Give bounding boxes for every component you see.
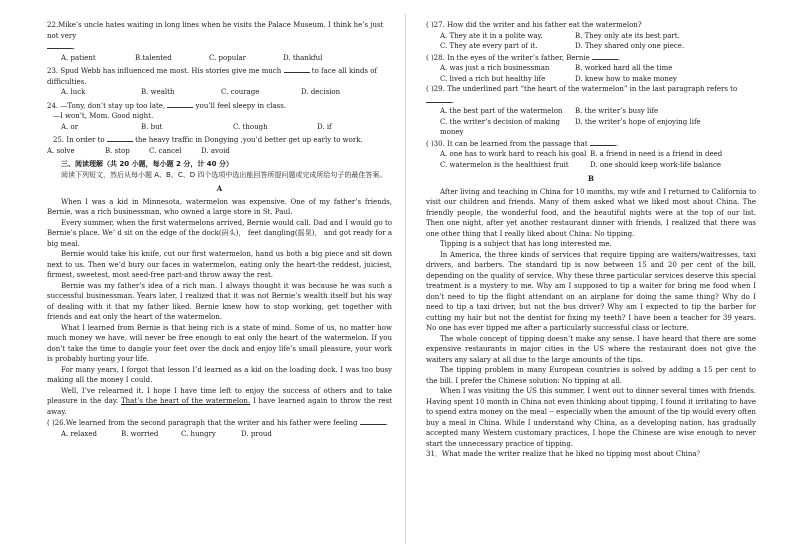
option-d[interactable]: D. avoid	[201, 146, 230, 155]
passage-a-paragraph: What I learned from Bernie is that being rich is a state of mind. Some of us, no matter how much money we have, will never be free enough to eat only the heart of the watermelon. If you don’t take the time to dangle your feet over the dock and enjoy life’s small pleasure, your work is probably hurting your life.	[47, 323, 392, 363]
option-d[interactable]: D. the writer’s hope of enjoying life	[575, 117, 701, 126]
passage-a-paragraph: Bernie would take his knife, cut our first watermelon, hand us both a big piece and sit down next to us. Then we’d bury our faces in watermelon, eating only the heart-the reddest, juiciest, firmest, sweetest, most seed-free part-and throw away the rest.	[47, 250, 392, 279]
option-a[interactable]: A. or	[61, 122, 79, 131]
option-b[interactable]: B.talented	[135, 53, 172, 62]
option-c[interactable]: C. hungry	[181, 429, 216, 438]
passage-a-paragraph: When I was a kid in Minnesota, watermelon was expensive. One of my father’s friends, Bernie, was a rich businessman, who owned a large store in St. Paul.	[47, 197, 392, 216]
passage-a-paragraph: Every summer, when the first watermelons arrived, Bernie would call. Dad and I would go to Bernie’s place. We’ d sit on the edge of the dock(码头)， feet dangling(摇晃)， and got ready for a big meal.	[47, 218, 392, 248]
column-divider	[405, 14, 406, 544]
option-d[interactable]: D. thankful	[283, 53, 323, 62]
option-a[interactable]: A. patient	[61, 53, 96, 62]
q29-options	[426, 106, 756, 138]
q30-options	[426, 149, 756, 170]
answer-blank[interactable]	[360, 417, 386, 425]
passage-a-paragraph: Well, I’ve relearned it. I hope I have time left to enjoy the success of others and to take pleasure in the day. That’s the heart of the watermelon. I have learned again to throw the rest away.	[47, 386, 392, 416]
q28-options	[426, 63, 756, 84]
option-a[interactable]: A. relaxed	[61, 429, 97, 438]
option-c[interactable]: C. though	[233, 122, 268, 131]
passage-b-paragraph: In America, the three kinds of services that require tipping are waiters/waitresses, taxi drivers, and barbers. The standard tip is now between 15 and 20 per cent of the bill, depending on the quality of service. Why these three particular services deserve this special treatment is a mystery to me. Why am I supposed to tip a waiter for bring me food when I don’t need to tip the flight attendant on an airplane for doing the same thing? Why do I need to tip a taxi driver, but not the bus driver? Why am I expected to tip the barber for cutting my hair but not the dentist for fixing my teeth? I have been a teacher for 39 years. No one has ever tipped me after a particularly successful class or lecture.	[426, 250, 756, 332]
option-b[interactable]: B. worried	[121, 429, 159, 438]
option-d[interactable]: D. if	[317, 122, 332, 131]
question-22: 22.Mike’s uncle hates waiting in long lines when he visits the Palace Museum. I think he’s just not very	[47, 21, 384, 40]
question-31: 31．What made the writer realize that he liked no tipping most about China？	[426, 450, 704, 458]
answer-blank[interactable]	[592, 52, 618, 60]
q22-blank-line: .	[47, 41, 392, 53]
section-instructions: 阅读下列短文，然后从每小题 A、B、C、D 四个选项中选出能回答所提问题或完成所给句子的最佳答案。	[61, 170, 387, 179]
passage-b-paragraph: Tipping is a subject that has long interested me.	[440, 240, 612, 248]
q26-options	[47, 429, 392, 440]
option-c[interactable]: C. lived a rich but healthy life	[440, 74, 546, 83]
question-29: ( )29. The underlined part “the heart of the watermelon” in the last paragraph refers to .	[426, 85, 738, 105]
answer-blank[interactable]	[47, 41, 73, 49]
option-a[interactable]: A. solve	[47, 146, 75, 155]
option-c[interactable]: C. the writer’s decision of making money	[440, 117, 561, 136]
answer-blank[interactable]	[590, 138, 616, 146]
q24-options	[47, 122, 392, 133]
passage-b-paragraph: The whole concept of tipping doesn’t make any sense. I have heard that there are some expensive restaurants in major cities in the US where the restaurant does not give the waiters any salary at all due to the large amounts of the tips.	[426, 334, 756, 364]
question-27: ( )27. How did the writer and his father eat the watermelon?	[426, 21, 642, 29]
answer-blank[interactable]	[167, 100, 193, 108]
passage-b-label: B	[588, 174, 594, 183]
question-28: ( )28. In the eyes of the writer’s father, Bernie .	[426, 53, 621, 62]
left-column	[47, 20, 392, 441]
option-b[interactable]: B. but	[141, 122, 163, 131]
option-b[interactable]: B. the writer’s busy life	[575, 107, 659, 115]
passage-a-paragraph: Bernie was my father’s idea of a rich man. I always thought it was because he was such a successful businessman. Years later, I realized that it was not Bernie’s wealth itself but his way of dealing with it that my father liked. Bernie knew how to stop working, get together with friends and eat only the heart of the watermelon.	[47, 281, 392, 321]
answer-blank[interactable]	[284, 65, 310, 73]
option-c[interactable]: C. cancel	[149, 146, 182, 155]
option-b[interactable]: B. wealth	[141, 88, 175, 96]
option-b[interactable]: B. They only ate its best part.	[575, 31, 680, 40]
answer-blank[interactable]	[426, 95, 452, 103]
passage-b-paragraph: When I was visiting the US this summer, I went out to dinner several times with friends. Having spent 10 month in China not even thinking about tipping, I found it irritating to have to spend extra money on the meal -- especially when the amount of the tip would every often buy a meal in China. While I understand why China, as a developing nation, has gradually accepted many Western customary practices, I hope the Chinese are wise enough to never start the unnecessary practice of tipping.	[426, 387, 756, 448]
q24-reply: —I won’t, Mom. Good night.	[53, 112, 154, 120]
q25-options	[47, 146, 392, 157]
option-c[interactable]: C. They ate every part of it.	[440, 42, 538, 50]
option-a[interactable]: A. was just a rich businessman	[440, 64, 550, 72]
option-c[interactable]: C. popular	[209, 53, 246, 62]
passage-a-label: A	[216, 184, 223, 193]
q23-options	[47, 87, 392, 98]
section-title: 三、阅读理解（共 20 小题，每小题 2 分，计 40 分）	[61, 160, 233, 168]
option-d[interactable]: D. decision	[301, 88, 341, 96]
option-d[interactable]: D. proud	[241, 429, 272, 438]
question-23: 23. Spud Webb has influenced me most. His stories give me much to face all kinds of difficulties.	[47, 67, 378, 86]
option-a[interactable]: A. one has to work hard to reach his goal	[440, 150, 587, 158]
question-26: ( )26.We learned from the second paragraph that the writer and his father were feeling .	[47, 419, 388, 427]
option-d[interactable]: D. They shared only one piece.	[575, 42, 685, 50]
option-b[interactable]: B. a friend in need is a friend in deed	[590, 150, 723, 158]
option-a[interactable]: A. They ate it in a polite way.	[440, 31, 543, 40]
passage-a-paragraph: For many years, I forgot that lesson I’d learned as a kid on the loading dock. I was too busy making all the money I could.	[47, 365, 392, 384]
option-c[interactable]: C. watermelon is the healthiest fruit	[440, 160, 569, 169]
passage-b-paragraph: After living and teaching in China for 10 months, my wife and I returned to California to visit our children and friends. Many of them asked what we liked most about China. The friendly people, the wonderful food, and the beautiful nights were at the top of our list. Then one night, after yet another restaurant dinner with friends, I realized that there was one other thing that I really liked about China: No tipping.	[426, 187, 756, 238]
question-30: ( )30. It can be learned from the passage that .	[426, 139, 619, 148]
right-column	[426, 20, 756, 460]
option-a[interactable]: A. luck	[61, 88, 86, 96]
passage-b-paragraph: The tipping problem in many European countries is solved by adding a 15 per cent to the bill. I prefer the Chinese solution: No tipping at all.	[426, 366, 756, 385]
option-b[interactable]: B. stop	[105, 146, 130, 155]
option-a[interactable]: A. the best part of the watermelon	[440, 107, 563, 115]
underlined-phrase: That’s the heart of the watermelon.	[120, 397, 251, 405]
question-24: 24. —Tony, don’t stay up too late, you’ll feel sleepy in class.	[47, 101, 287, 110]
answer-blank[interactable]	[107, 134, 133, 142]
option-d[interactable]: D. knew how to make money	[575, 74, 677, 83]
q22-options	[47, 53, 392, 64]
option-d[interactable]: D. one should keep work-life balance	[590, 160, 722, 169]
q27-options	[426, 31, 756, 52]
question-25: 25. In order to the heavy traffic in Dongying ,you’d better get up early to work.	[53, 136, 363, 144]
option-c[interactable]: C. courage	[221, 88, 260, 96]
option-b[interactable]: B. worked hard all the time	[575, 64, 673, 72]
